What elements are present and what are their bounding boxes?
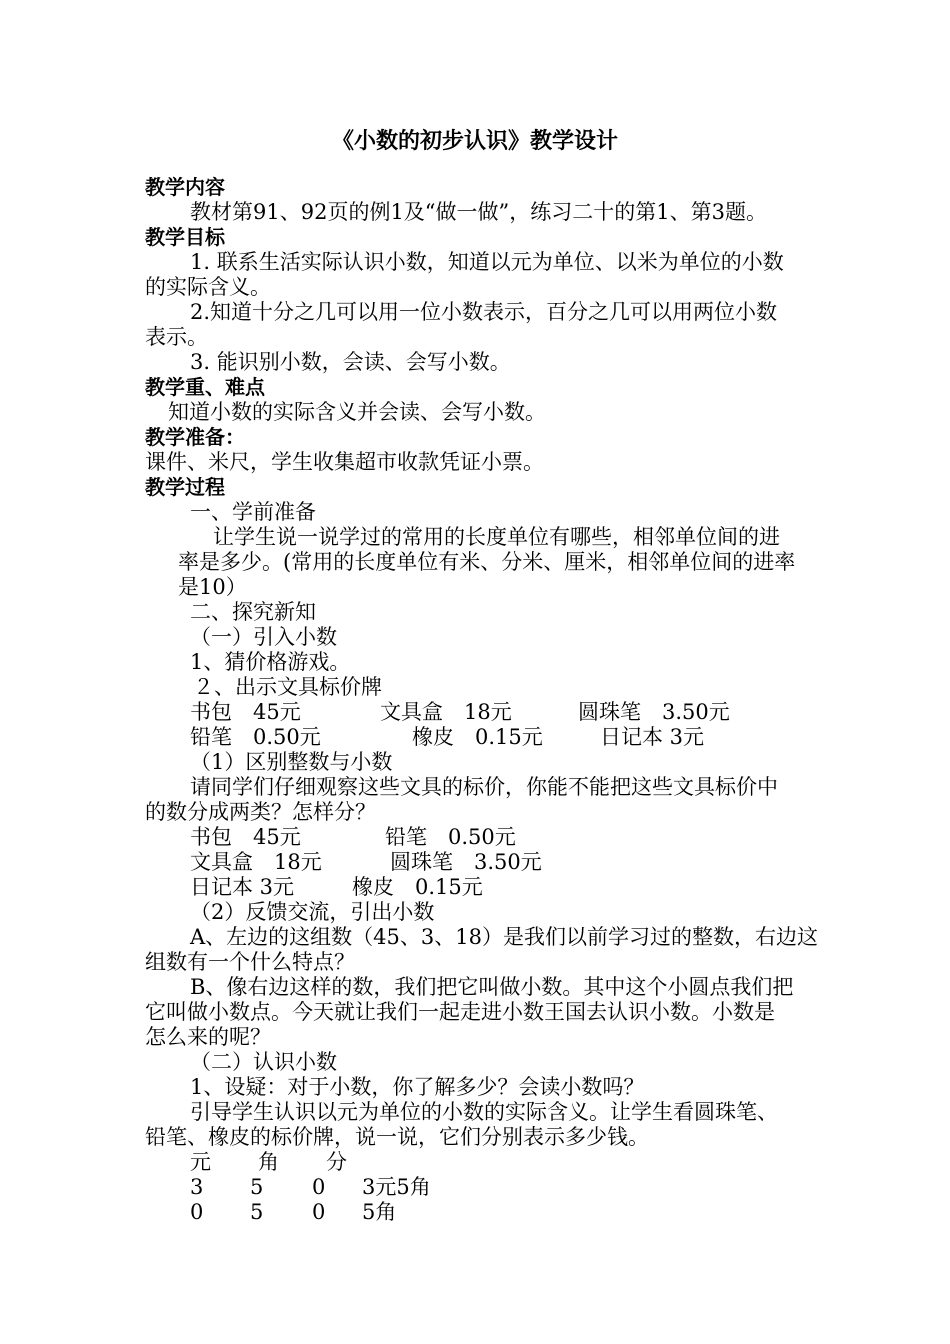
price-pencil-box: 文具盒 18元 [380,700,512,724]
price-eraser: 橡皮 0.15元 [412,725,543,749]
table-cell: 5角 [362,1200,397,1224]
preparation-text: 课件、米尺，学生收集超市收款凭证小票。 [145,450,544,474]
group-notebook: 日记本 3元 [190,875,295,899]
table-cell: 0 [190,1200,204,1224]
sub-1-title: （一）引入小数 [190,625,337,649]
group-pencil-box: 文具盒 18元 [190,850,322,874]
table-cell: 3 [190,1175,204,1199]
table-cell: 0 [312,1200,326,1224]
point-b-line-c: 怎么来的呢？ [145,1025,271,1049]
table-cell: 5 [250,1200,264,1224]
group-ballpoint-pen: 圆珠笔 3.50元 [390,850,542,874]
point-a-line-a: A、左边的这组数（45、3、18）是我们以前学习过的整数，右边这 [190,925,818,949]
point-b-line-b: 它叫做小数点。今天就让我们一起走进小数王国去认识小数。小数是 [145,1000,775,1024]
heading-process: 教学过程 [145,475,225,499]
table-header-fen: 分 [326,1150,347,1174]
point-1-line-a: 请同学们仔细观察这些文具的标价，你能不能把这些文具标价中 [190,775,778,799]
question-1-line-a: 引导学生认识以元为单位的小数的实际含义。让学生看圆珠笔、 [190,1100,778,1124]
price-notebook: 日记本 3元 [600,725,705,749]
goal-1-line-b: 的实际含义。 [145,275,271,299]
table-header-yuan: 元 [190,1150,211,1174]
step-1-line-a: 让学生说一说学过的常用的长度单位有哪些，相邻单位间的进 [213,525,780,549]
step-1-line-b: 率是多少。(常用的长度单位有米、分米、厘米，相邻单位间的进率 [178,550,796,574]
table-cell: 5 [250,1175,264,1199]
heading-content: 教学内容 [145,175,225,199]
question-1: 1、设疑：对于小数，你了解多少？会读小数吗？ [190,1075,645,1099]
group-bag: 书包 45元 [190,825,301,849]
step-1-line-c: 是10） [178,575,247,599]
goal-1-line-a: 1. 联系生活实际认识小数，知道以元为单位、以米为单位的小数 [190,250,784,274]
point-1-title: （1）区别整数与小数 [190,750,393,774]
goal-2-line-a: 2.知道十分之几可以用一位小数表示，百分之几可以用两位小数 [190,300,778,324]
point-2-title: （2）反馈交流，引出小数 [190,900,435,924]
price-pencil: 铅笔 0.50元 [190,725,321,749]
group-eraser: 橡皮 0.15元 [352,875,483,899]
price-bag: 书包 45元 [190,700,301,724]
step-1-title: 一、学前准备 [190,500,316,524]
content-text: 教材第91、92页的例1及“做一做”，练习二十的第1、第3题。 [190,200,767,224]
page-title: 《小数的初步认识》教学设计 [331,129,618,154]
group-pencil: 铅笔 0.50元 [385,825,516,849]
table-cell: 3元5角 [362,1175,431,1199]
table-cell: 0 [312,1175,326,1199]
key-points-text: 知道小数的实际含义并会读、会写小数。 [168,400,546,424]
table-header-jiao: 角 [258,1150,279,1174]
point-a-line-b: 组数有一个什么特点？ [145,950,355,974]
goal-3: 3. 能识别小数，会读、会写小数。 [190,350,511,374]
sub-2-title: （二）认识小数 [190,1050,337,1074]
point-b-line-a: B、像右边这样的数，我们把它叫做小数。其中这个小圆点我们把 [190,975,794,999]
item-2: ２、出示文具标价牌 [193,675,382,699]
question-1-line-b: 铅笔、橡皮的标价牌，说一说，它们分别表示多少钱。 [145,1125,649,1149]
goal-2-line-b: 表示。 [145,325,208,349]
heading-preparation: 教学准备： [145,425,245,449]
point-1-line-b: 的数分成两类？怎样分？ [145,800,376,824]
item-1: 1、猜价格游戏。 [190,650,351,674]
heading-key-points: 教学重、难点 [145,375,265,399]
step-2-title: 二、探究新知 [190,600,316,624]
price-ballpoint-pen: 圆珠笔 3.50元 [578,700,730,724]
heading-goals: 教学目标 [145,225,225,249]
